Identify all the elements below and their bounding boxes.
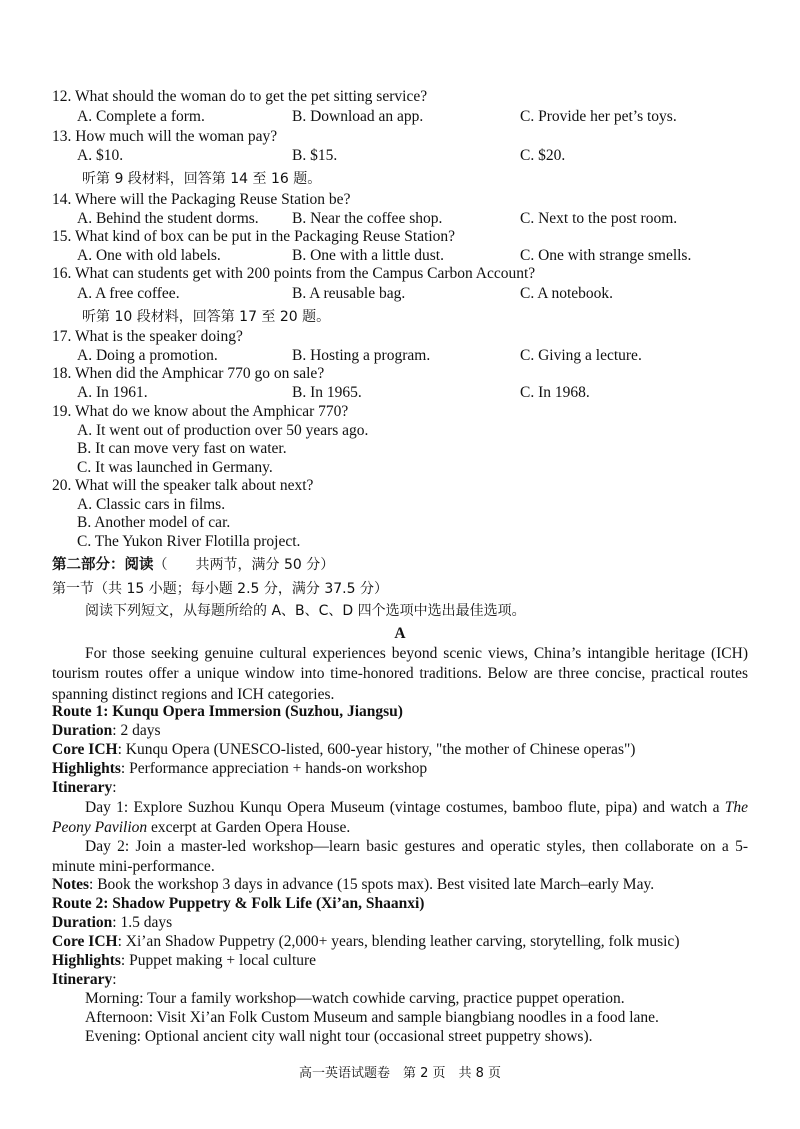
option-18b: B. In 1965.	[292, 384, 362, 401]
option-12a: A. Complete a form.	[77, 108, 205, 125]
part-2-heading	[52, 557, 334, 573]
option-16b: B. A reusable bag.	[292, 285, 406, 302]
question-16: 16. What can students get with 200 points from the Campus Carbon Account?	[52, 265, 536, 282]
route-2-afternoon: Afternoon: Visit Xi’an Folk Custom Museum and sample biangbiang noodles in a food lane.	[85, 1009, 659, 1026]
itinerary-label: Itinerary	[52, 779, 113, 796]
option-15c: C. One with strange smells.	[520, 247, 692, 264]
option-13b: B. $15.	[292, 147, 338, 164]
option-17b: B. Hosting a program.	[292, 347, 431, 364]
day-1-text: Day 1: Explore Suzhou Kunqu Opera Museum (vintage costumes, bamboo flute, pipa) and watch a	[85, 799, 725, 816]
part-2-score: （ 共两节，满分 50 分）	[153, 557, 335, 573]
itinerary-colon: :	[112, 971, 117, 988]
option-14c: C. Next to the post room.	[520, 210, 678, 227]
option-14a: A. Behind the student dorms.	[77, 210, 259, 227]
route-2-duration	[52, 915, 172, 931]
option-19b: B. It can move very fast on water.	[77, 440, 287, 457]
highlights-label: Highlights	[52, 952, 121, 969]
option-15a: A. One with old labels.	[77, 247, 221, 264]
question-14: 14. Where will the Packaging Reuse Station be?	[52, 191, 351, 208]
option-20c: C. The Yukon River Flotilla project.	[77, 533, 301, 550]
route-1-day-1	[52, 798, 748, 839]
highlights-value: : Puppet making + local culture	[120, 952, 317, 969]
route-2-morning: Morning: Tour a family workshop—watch cowhide carving, practice puppet operation.	[85, 990, 625, 1007]
option-12b: B. Download an app.	[292, 108, 424, 125]
option-18a: A. In 1961.	[77, 384, 148, 401]
question-17: 17. What is the speaker doing?	[52, 328, 243, 345]
duration-value: : 2 days	[112, 722, 161, 739]
option-13c: C. $20.	[520, 147, 566, 164]
core-value: : Xi’an Shadow Puppetry (2,000+ years, blending leather carving, storytelling, folk music)	[117, 933, 680, 950]
option-19a: A. It went out of production over 50 years ago.	[77, 422, 369, 439]
option-13a: A. $10.	[77, 147, 124, 164]
passage-intro: For those seeking genuine cultural experiences beyond scenic views, China’s intangible heritage (ICH) tourism routes offer a unique window into time-honored traditions. Below are three concise, practical routes spanning distinct regions and ICH categories.	[52, 645, 748, 703]
day-1-title: The Peony Pavilion	[52, 799, 748, 837]
highlights-label: Highlights	[52, 760, 121, 777]
route-1-core	[52, 742, 635, 758]
duration-label: Duration	[52, 914, 113, 931]
route-1-notes	[52, 877, 654, 893]
notes-value: : Book the workshop 3 days in advance (15 spots max). Best visited late March–early May.	[89, 876, 655, 893]
day-1-end: excerpt at Garden Opera House.	[147, 819, 351, 837]
core-value: : Kunqu Opera (UNESCO-listed, 600-year history, "the mother of Chinese operas")	[117, 741, 636, 758]
highlights-value: : Performance appreciation + hands-on workshop	[120, 760, 428, 777]
question-19: 19. What do we know about the Amphicar 770?	[52, 403, 349, 420]
option-15b: B. One with a little dust.	[292, 247, 444, 264]
option-17a: A. Doing a promotion.	[77, 347, 218, 364]
route-2-itinerary	[52, 972, 117, 988]
route-1-day-2: Day 2: Join a master-led workshop—learn basic gestures and operatic styles, then collaborate on a 5-minute mini-performance.	[52, 838, 748, 876]
question-13: 13. How much will the woman pay?	[52, 128, 278, 145]
itinerary-label: Itinerary	[52, 971, 113, 988]
page-footer: 高一英语试题卷 第 2 页 共 8 页	[298, 1066, 502, 1081]
duration-label: Duration	[52, 722, 113, 739]
question-20: 20. What will the speaker talk about next?	[52, 477, 314, 494]
route-1-duration	[52, 723, 161, 739]
option-20a: A. Classic cars in films.	[77, 496, 226, 513]
itinerary-colon: :	[112, 779, 117, 796]
option-17c: C. Giving a lecture.	[520, 347, 642, 364]
notes-label: Notes	[52, 876, 90, 893]
question-18: 18. When did the Amphicar 770 go on sale?	[52, 365, 325, 382]
option-16c: C. A notebook.	[520, 285, 614, 302]
option-19c: C. It was launched in Germany.	[77, 459, 273, 476]
option-14b: B. Near the coffee shop.	[292, 210, 443, 227]
route-2-evening: Evening: Optional ancient city wall night tour (occasional street puppetry shows).	[85, 1028, 593, 1045]
part-2-title: 第二部分：阅读	[52, 557, 154, 573]
duration-value: : 1.5 days	[112, 914, 173, 931]
route-2-title: Route 2: Shadow Puppetry & Folk Life (Xi’an, Shaanxi)	[52, 895, 425, 912]
question-12: 12. What should the woman do to get the pet sitting service?	[52, 88, 428, 105]
reading-instructions: 阅读下列短文，从每题所给的 A、B、C、D 四个选项中选出最佳选项。	[85, 603, 526, 619]
section-10-heading: 听第 10 段材料，回答第 17 至 20 题。	[82, 309, 331, 325]
option-16a: A. A free coffee.	[77, 285, 180, 302]
passage-letter: A	[394, 625, 406, 642]
core-label: Core ICH	[52, 933, 118, 950]
option-12c: C. Provide her pet’s toys.	[520, 108, 677, 125]
route-1-title: Route 1: Kunqu Opera Immersion (Suzhou, Jiangsu)	[52, 703, 403, 720]
option-18c: C. In 1968.	[520, 384, 590, 401]
route-2-highlights	[52, 953, 316, 969]
route-1-itinerary	[52, 780, 117, 796]
option-20b: B. Another model of car.	[77, 514, 231, 531]
core-label: Core ICH	[52, 741, 118, 758]
question-15: 15. What kind of box can be put in the Packaging Reuse Station?	[52, 228, 456, 245]
section-9-heading: 听第 9 段材料，回答第 14 至 16 题。	[82, 171, 322, 187]
route-2-core	[52, 934, 679, 950]
route-1-highlights	[52, 761, 427, 777]
section-1-heading: 第一节（共 15 小题；每小题 2.5 分，满分 37.5 分）	[52, 581, 388, 597]
